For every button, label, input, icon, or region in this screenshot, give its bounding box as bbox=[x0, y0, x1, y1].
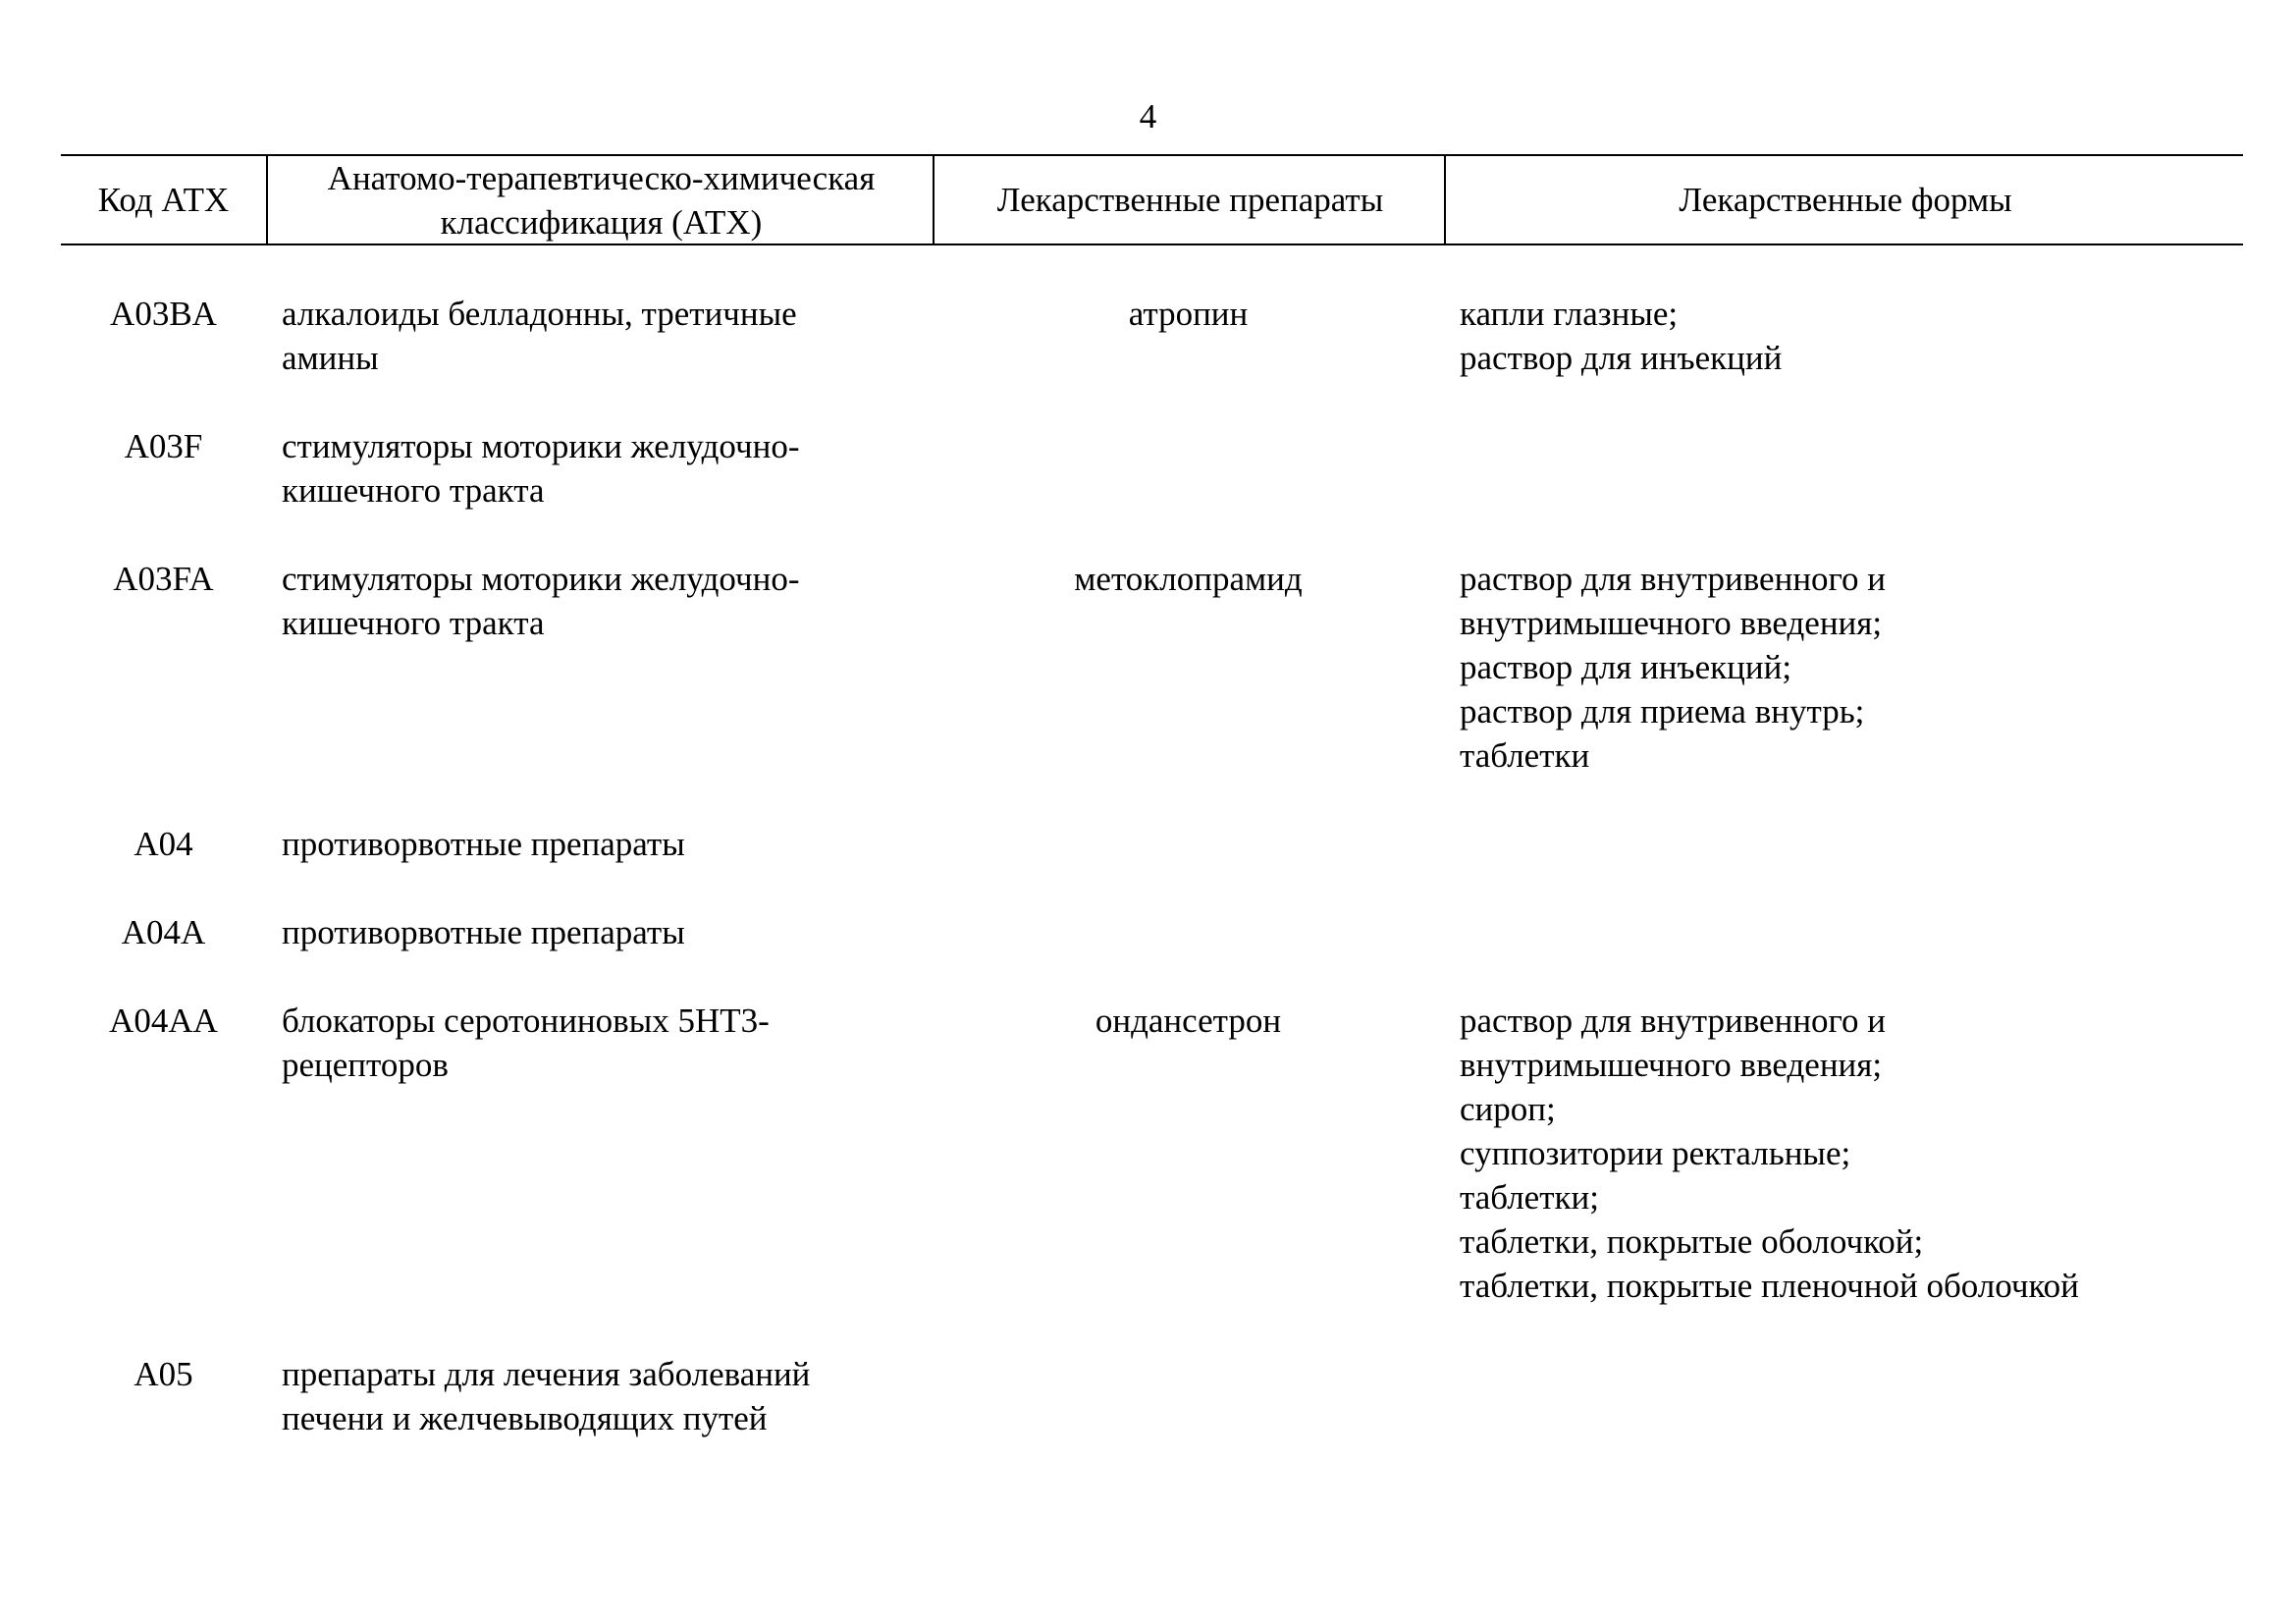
classification-line: кишечного тракта bbox=[282, 471, 545, 510]
table-row bbox=[61, 557, 2243, 778]
atc-code: A03F bbox=[124, 427, 203, 465]
classification-line: рецепторов bbox=[282, 1046, 449, 1084]
atc-code: A03FA bbox=[113, 560, 214, 598]
atc-classification bbox=[266, 822, 881, 866]
atc-code: A05 bbox=[133, 1355, 193, 1393]
atc-classification bbox=[266, 292, 881, 380]
table-row bbox=[61, 822, 2243, 866]
atc-code: A04A bbox=[121, 913, 206, 951]
drug-name: ондансетрон bbox=[1095, 1001, 1282, 1040]
dosage-form-item: раствор для внутривенного и bbox=[1460, 1001, 1887, 1040]
dosage-form-item: капли глазные; bbox=[1460, 295, 1679, 333]
dosage-form-item: таблетки; bbox=[1460, 1178, 1599, 1217]
classification-line: стимуляторы моторики желудочно- bbox=[282, 560, 800, 598]
dosage-form-item: раствор для инъекций bbox=[1460, 339, 1783, 377]
header-code bbox=[61, 156, 266, 244]
table-row bbox=[61, 1352, 2243, 1440]
header-classification bbox=[266, 156, 934, 244]
table-row bbox=[61, 424, 2243, 513]
atc-classification bbox=[266, 424, 881, 513]
atc-classification bbox=[266, 1352, 881, 1440]
header-code-label: Код АТХ bbox=[97, 181, 230, 219]
atc-code: A03BA bbox=[110, 295, 217, 333]
atc-code: A04 bbox=[133, 825, 193, 863]
table-row bbox=[61, 999, 2243, 1308]
header-forms-label: Лекарственные формы bbox=[1679, 181, 2012, 219]
table-body bbox=[61, 292, 2243, 1485]
dosage-form-item: таблетки bbox=[1460, 736, 1590, 775]
table-row bbox=[61, 910, 2243, 954]
header-classification-line1: Анатомо-терапевтическо-химическая bbox=[327, 158, 876, 197]
page-number: 4 bbox=[1139, 97, 1157, 135]
classification-line: препараты для лечения заболеваний bbox=[282, 1355, 811, 1393]
classification-line: блокаторы серотониновых 5HT3- bbox=[282, 1001, 770, 1040]
dosage-form-item: таблетки, покрытые пленочной оболочкой bbox=[1460, 1267, 2079, 1305]
dosage-form-item: раствор для инъекций; bbox=[1460, 648, 1792, 686]
classification-line: амины bbox=[282, 339, 379, 377]
header-forms bbox=[1444, 156, 2245, 244]
drug-name: атропин bbox=[1128, 295, 1249, 333]
atc-code: A04AA bbox=[109, 1001, 218, 1040]
classification-line: противорвотные препараты bbox=[282, 825, 685, 863]
classification-line: алкалоиды белладонны, третичные bbox=[282, 295, 797, 333]
dosage-form-item: суппозитории ректальные; bbox=[1460, 1134, 1851, 1172]
classification-line: противорвотные препараты bbox=[282, 913, 685, 951]
dosage-form-item: таблетки, покрытые оболочкой; bbox=[1460, 1222, 1924, 1261]
atc-classification bbox=[266, 910, 881, 954]
header-drugs bbox=[933, 156, 1446, 244]
classification-line: стимуляторы моторики желудочно- bbox=[282, 427, 800, 465]
table-header bbox=[61, 154, 2243, 245]
dosage-form-item: сироп; bbox=[1460, 1090, 1556, 1128]
header-drugs-label: Лекарственные препараты bbox=[996, 181, 1384, 219]
table-row bbox=[61, 292, 2243, 380]
classification-line: кишечного тракта bbox=[282, 604, 545, 642]
dosage-form-item: внутримышечного введения; bbox=[1460, 1046, 1883, 1084]
atc-classification bbox=[266, 557, 881, 645]
atc-classification bbox=[266, 999, 881, 1087]
dosage-forms bbox=[1460, 292, 2235, 380]
dosage-form-item: внутримышечного введения; bbox=[1460, 604, 1883, 642]
dosage-forms bbox=[1460, 557, 2235, 778]
drug-name: метоклопрамид bbox=[1074, 560, 1303, 598]
header-classification-line2: классификация (АТХ) bbox=[440, 202, 763, 242]
dosage-form-item: раствор для приема внутрь; bbox=[1460, 692, 1865, 731]
dosage-form-item: раствор для внутривенного и bbox=[1460, 560, 1887, 598]
dosage-forms bbox=[1460, 999, 2235, 1308]
classification-line: печени и желчевыводящих путей bbox=[282, 1399, 768, 1437]
